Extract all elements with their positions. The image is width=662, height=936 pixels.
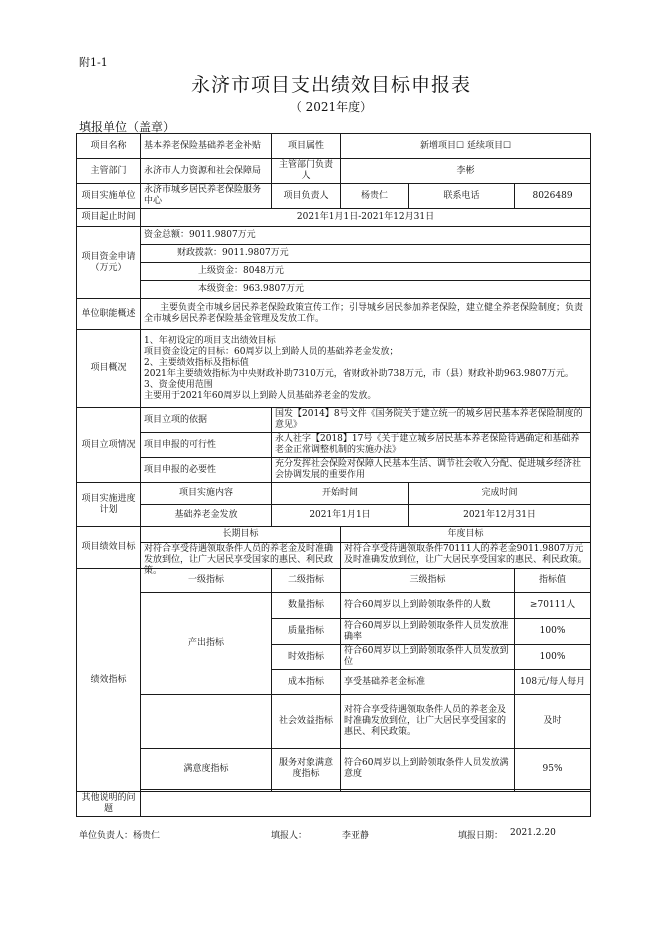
social-indicator-desc: 对符合享受待遇领取条件人员的养老金及时准确发放到位，让广大居民享受国家的惠民、利民政策。 xyxy=(341,695,515,749)
funds-total: 资金总额：9011.9807万元 xyxy=(141,227,591,245)
long-goal-header: 长期目标 xyxy=(141,527,341,543)
project-name: 基本养老保险基础养老金补贴 xyxy=(141,134,272,159)
satisfaction-indicator-desc: 符合60周岁以上到龄领取条件人员发放满意度 xyxy=(341,749,515,790)
level1-header: 一级指标 xyxy=(141,569,272,593)
dept-label: 主管部门 xyxy=(77,159,141,184)
dept-head-label: 主管部门负责人 xyxy=(272,159,341,184)
basis-text: 国发【2014】8号文件《国务院关于建立统一的城乡居民基本养老保险制度的意见》 xyxy=(272,408,591,433)
schedule-content-header: 项目实施内容 xyxy=(141,483,272,505)
output-indicator-label: 产出指标 xyxy=(141,593,272,695)
level2-header: 二级指标 xyxy=(272,569,341,593)
dept-head: 李彬 xyxy=(341,159,591,184)
phone: 8026489 xyxy=(515,184,591,209)
social-indicator-value: 及时 xyxy=(515,695,591,749)
long-goal-text: 对符合享受待遇领取条件人员的养老金及时准确发放到位，让广大居民享受国家的惠民、利民政策。 xyxy=(144,544,334,576)
phone-label: 联系电话 xyxy=(409,184,515,209)
schedule-start-header: 开始时间 xyxy=(272,483,409,505)
quantity-indicator-value: ≥70111人 xyxy=(515,593,591,619)
filing-unit-label: 填报单位（盖章） xyxy=(79,120,176,134)
duty-label: 单位职能概述 xyxy=(77,299,141,330)
schedule-end-header: 完成时间 xyxy=(409,483,591,505)
overview-line: 3、资金使用范围 xyxy=(144,379,213,390)
value-header: 指标值 xyxy=(515,569,591,593)
timeliness-indicator-desc: 符合60周岁以上到龄领取条件人员发放到位 xyxy=(341,645,515,670)
quality-indicator-desc: 符合60周岁以上到龄领取条件人员发放准确率 xyxy=(341,619,515,645)
project-lead: 杨贵仁 xyxy=(341,184,409,209)
period-label: 项目起止时间 xyxy=(77,209,141,227)
project-attr-value: 新增项目☐ 延续项目☐ xyxy=(341,134,591,159)
service-satisfaction-label: 服务对象满意度指标 xyxy=(272,749,341,790)
year-goal-text: 对符合享受待遇领取条件70111人的养老金9011.9807万元及时准确发放到位，让广大居民享受国家的惠民、利民政策。 xyxy=(344,544,588,565)
quantity-indicator-desc: 符合60周岁以上到龄领取条件的人数 xyxy=(341,593,515,619)
project-name-label: 项目名称 xyxy=(77,134,141,159)
annex-label: 附1-1 xyxy=(79,56,108,69)
impl-unit: 永济市城乡居民养老保险服务中心 xyxy=(141,184,272,209)
satisfaction-indicator-value: 95% xyxy=(515,749,591,790)
cost-indicator-desc: 享受基础养老金标准 xyxy=(341,670,515,695)
timeliness-indicator-label: 时效指标 xyxy=(272,645,341,670)
benefit-indicator-empty xyxy=(141,695,272,749)
funds-local: 本级资金：963.9807万元 xyxy=(141,281,591,299)
unit-head: 单位负责人：杨贵仁 xyxy=(79,831,161,841)
year-goal-header: 年度目标 xyxy=(341,527,591,543)
level3-header: 三级指标 xyxy=(341,569,515,593)
timeliness-indicator-value: 100% xyxy=(515,645,591,670)
other-notes-label: 其他说明的问题 xyxy=(77,792,141,817)
filler-label: 填报人： xyxy=(271,831,308,841)
goal-label: 项目绩效目标 xyxy=(77,527,141,569)
page-title: 永济市项目支出绩效目标申报表 xyxy=(190,74,471,96)
funds-fiscal: 财政拨款：9011.9807万元 xyxy=(141,245,591,263)
project-attr-label: 项目属性 xyxy=(272,134,341,159)
quantity-indicator-label: 数量指标 xyxy=(272,593,341,619)
fill-date: 2021.2.20 xyxy=(510,828,556,838)
overview-line: 1、年初设定的项目支出绩效目标 xyxy=(144,335,276,346)
feasibility-text: 永人社字【2018】17号《关于建立城乡居民基本养老保险待遇确定和基础养老金正常调整机制的实施办法》 xyxy=(272,433,591,458)
dept: 永济市人力资源和社会保障局 xyxy=(141,159,272,184)
other-notes xyxy=(141,792,591,817)
schedule-end: 2021年12月31日 xyxy=(409,505,591,527)
overview-line: 2021年主要绩效指标为中央财政补助7310万元，省财政补助738万元，市（县）财政补助963.9807万元。 xyxy=(144,368,574,379)
cost-indicator-label: 成本指标 xyxy=(272,670,341,695)
overview-line: 项目资金设定的目标：60周岁以上到龄人员的基础养老金发放； xyxy=(144,346,399,357)
schedule-item: 基础养老金发放 xyxy=(141,505,272,527)
funds-upper: 上级资金：8048万元 xyxy=(141,263,591,281)
basis-label: 项目立项的依据 xyxy=(141,408,272,433)
filler-name: 李亚静 xyxy=(342,831,370,841)
date-label: 填报日期： xyxy=(458,831,504,841)
performance-goal-table xyxy=(76,133,591,817)
period: 2021年1月1日-2021年12月31日 xyxy=(141,209,591,227)
fiscal-year: （ 2021年度） xyxy=(289,100,373,114)
setup-label: 项目立项情况 xyxy=(77,408,141,483)
schedule-start: 2021年1月1日 xyxy=(272,505,409,527)
necessity-text: 充分发挥社会保险对保障人民基本生活、调节社会收入分配、促进城乡经济社会协调发展的重要作用 xyxy=(272,458,591,483)
project-lead-label: 项目负责人 xyxy=(272,184,341,209)
overview-line: 主要用于2021年60周岁以上到龄人员基础养老金的发放。 xyxy=(144,390,377,401)
quality-indicator-value: 100% xyxy=(515,619,591,645)
schedule-label: 项目实施进度计划 xyxy=(77,483,141,527)
quality-indicator-label: 质量指标 xyxy=(272,619,341,645)
overview-label: 项目概况 xyxy=(77,330,141,408)
overview-line: 2、主要绩效指标及指标值 xyxy=(144,357,249,368)
social-indicator-label: 社会效益指标 xyxy=(272,695,341,749)
cost-indicator-value: 108元/每人每月 xyxy=(515,670,591,695)
feasibility-label: 项目申报的可行性 xyxy=(141,433,272,458)
duty-text: 主要负责全市城乡居民养老保险政策宣传工作；引导城乡居民参加养老保险，建立健全养老保险制度；负责全市城乡居民养老保险基金管理及发放工作。 xyxy=(141,299,591,330)
necessity-label: 项目申报的必要性 xyxy=(141,458,272,483)
satisfaction-indicator-label: 满意度指标 xyxy=(141,749,272,790)
perf-label: 绩效指标 xyxy=(77,569,141,792)
funds-label: 项目资金申请（万元） xyxy=(77,227,141,299)
overview-text xyxy=(141,330,591,408)
impl-unit-label: 项目实施单位 xyxy=(77,184,141,209)
